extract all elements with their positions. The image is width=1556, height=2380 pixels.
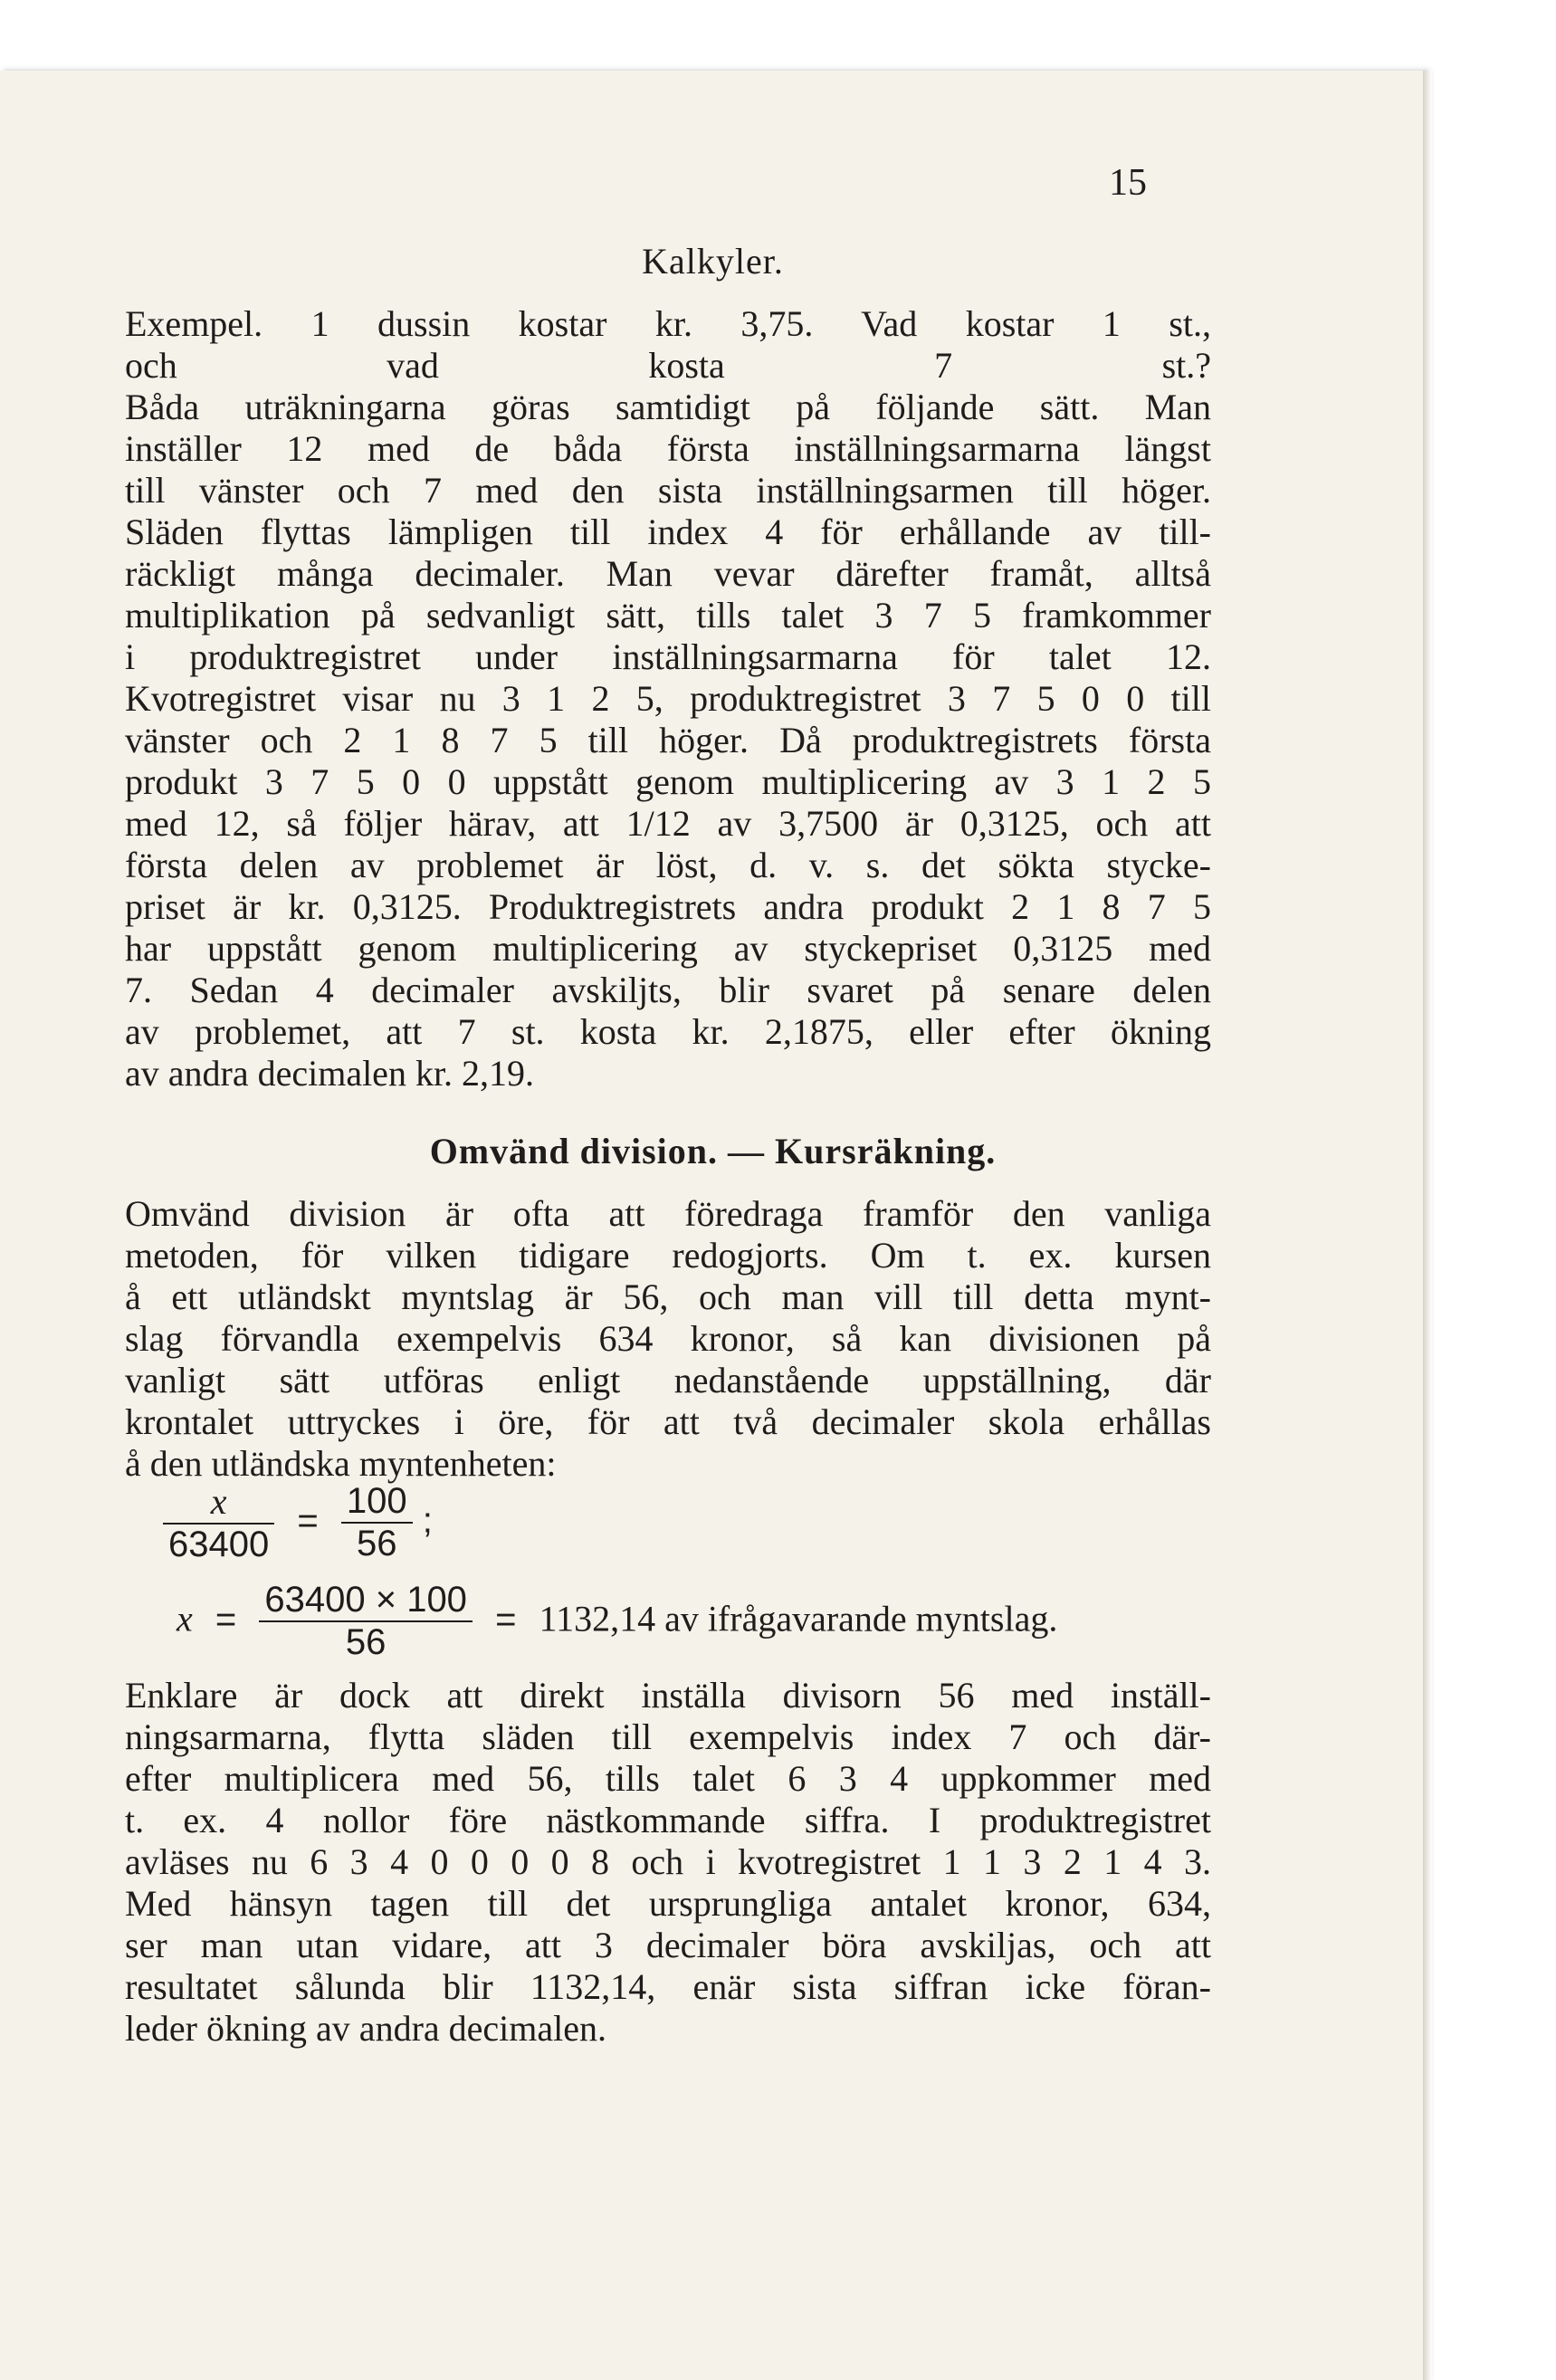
text-line: slag förvandla exempelvis 634 kronor, så kan divisionen på (125, 1318, 1211, 1359)
text-line: av problemet, att 7 st. kosta kr. 2,1875, eller efter ökning (125, 1011, 1211, 1052)
fraction-left (163, 1480, 274, 1565)
text-line: ningsarmarna, flytta släden till exempelvis index 7 och där- (125, 1716, 1211, 1757)
text-line: i produktregistret under inställningsarmarna för talet 12. (125, 636, 1211, 677)
paragraph-omvand-division-method (125, 1675, 1211, 2050)
paragraph-omvand-division-intro (125, 1193, 1211, 1485)
formula-result-text: 1132,14 av ifrågavarande myntslag. (539, 1598, 1058, 1639)
formula-proportion (163, 1480, 433, 1565)
text-line: räckligt många decimaler. Man vevar därefter framåt, alltså (125, 553, 1211, 594)
text-line: avläses nu 6 3 4 0 0 0 0 8 och i kvotregistret 1 1 3 2 1 4 3. (125, 1841, 1211, 1882)
text-line: Kvotregistret visar nu 3 1 2 5, produktregistret 3 7 5 0 0 till (125, 678, 1211, 719)
section-heading-kalkyler: Kalkyler. (642, 241, 784, 282)
fraction-denominator: 56 (345, 1622, 387, 1662)
text-line: inställer 12 med de båda första inställningsarmarna längst (125, 428, 1211, 469)
text-line: t. ex. 4 nollor före nästkommande siffra. I produktregistret (125, 1800, 1211, 1840)
text-line: Enklare är dock att direkt inställa divisorn 56 med inställ- (125, 1675, 1211, 1716)
fraction-denominator: 63400 (168, 1525, 270, 1564)
text-line: och vad kosta 7 st.? (125, 345, 1211, 386)
section-heading-omvand-division: Omvänd division. — Kursräkning. (429, 1131, 997, 1171)
equals-sign: = (215, 1599, 237, 1639)
text-line: har uppstått genom multiplicering av styckepriset 0,3125 med (125, 928, 1211, 969)
text-line: å ett utländskt myntslag är 56, och man vill till detta mynt- (125, 1276, 1211, 1317)
page-number: 15 (1109, 162, 1147, 204)
text-line: resultatet sålunda blir 1132,14, enär sista siffran icke föran- (125, 1966, 1211, 2007)
semicolon: ; (422, 1500, 433, 1541)
text-line: ser man utan vidare, att 3 decimaler böra avskiljas, och att (125, 1925, 1211, 1965)
text-line: produkt 3 7 5 0 0 uppstått genom multiplicering av 3 1 2 5 (125, 761, 1211, 802)
text-line: med 12, så följer härav, att 1/12 av 3,7500 är 0,3125, och att (125, 803, 1211, 844)
formula-result (177, 1580, 1057, 1663)
paragraph-kalkyler (125, 303, 1211, 1094)
text-line: 7. Sedan 4 decimaler avskiljts, blir svaret på senare delen (125, 970, 1211, 1010)
formula-variable: x (177, 1598, 193, 1639)
text-line: vänster och 2 1 8 7 5 till höger. Då produktregistrets första (125, 720, 1211, 760)
text-line: efter multiplicera med 56, tills talet 6 3 4 uppkommer med (125, 1758, 1211, 1799)
text-line: vanligt sätt utföras enligt nedanstående uppställning, där (125, 1360, 1211, 1400)
text-line: Med hänsyn tagen till det ursprungliga antalet kronor, 634, (125, 1883, 1211, 1924)
equals-sign: = (297, 1500, 319, 1541)
text-line: till vänster och 7 med den sista inställningsarmen till höger. (125, 470, 1211, 511)
fraction-denominator: 56 (356, 1524, 397, 1563)
text-line: leder ökning av andra decimalen. (125, 2008, 606, 2049)
fraction-right (341, 1481, 413, 1564)
text-line: Exempel. 1 dussin kostar kr. 3,75. Vad kostar 1 st., (125, 303, 1211, 344)
text-line: å den utländska myntenheten: (125, 1443, 557, 1484)
fraction-product (259, 1580, 473, 1663)
text-line: Omvänd division är ofta att föredraga framför den vanliga (125, 1193, 1211, 1234)
text-line: priset är kr. 0,3125. Produktregistrets andra produkt 2 1 8 7 5 (125, 886, 1211, 927)
page-edge (1423, 71, 1432, 2380)
text-line: multiplikation på sedvanligt sätt, tills talet 3 7 5 framkommer (125, 595, 1211, 636)
fraction-numerator: x (163, 1480, 274, 1525)
fraction-numerator: 63400 × 100 (259, 1580, 473, 1622)
text-line: Båda uträkningarna göras samtidigt på följande sätt. Man (125, 387, 1211, 427)
text-line: metoden, för vilken tidigare redogjorts. Om t. ex. kursen (125, 1235, 1211, 1276)
text-line: av andra decimalen kr. 2,19. (125, 1053, 535, 1094)
fraction-numerator: 100 (341, 1481, 413, 1524)
equals-sign: = (495, 1599, 517, 1639)
text-line: krontalet uttryckes i öre, för att två decimaler skola erhållas (125, 1401, 1211, 1442)
text-line: Släden flyttas lämpligen till index 4 för erhållande av till- (125, 511, 1211, 552)
text-line: första delen av problemet är löst, d. v. s. det sökta stycke- (125, 845, 1211, 885)
